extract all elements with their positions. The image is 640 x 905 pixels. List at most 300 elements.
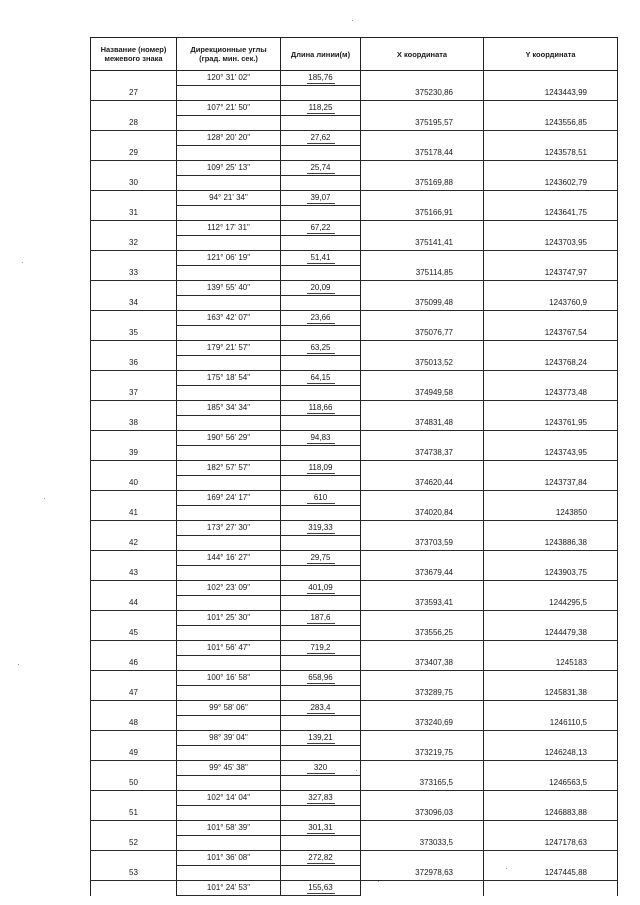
length-value: 610 xyxy=(307,493,335,504)
cell-mark xyxy=(91,311,177,326)
cell-length xyxy=(281,866,361,881)
cell-mark: 33 xyxy=(91,266,177,281)
table-row-point xyxy=(91,866,618,881)
cell-y: 1243850 xyxy=(484,506,618,521)
cell-angle xyxy=(177,476,281,491)
cell-x xyxy=(361,371,484,386)
cell-angle xyxy=(177,566,281,581)
cell-y xyxy=(484,311,618,326)
cell-y xyxy=(484,671,618,686)
cell-y: 1245831,38 xyxy=(484,686,618,701)
cell-mark xyxy=(91,551,177,566)
length-value: 187,6 xyxy=(307,613,335,624)
cell-x: 374738,37 xyxy=(361,446,484,461)
cell-x: 375076,77 xyxy=(361,326,484,341)
cell-y xyxy=(484,101,618,116)
cell-x: 373679,44 xyxy=(361,566,484,581)
cell-x: 373289,75 xyxy=(361,686,484,701)
cell-x xyxy=(361,551,484,566)
table-row-segment xyxy=(91,311,618,326)
cell-y: 1243761,95 xyxy=(484,416,618,431)
cell-mark: 52 xyxy=(91,836,177,851)
cell-angle: 139° 55' 40" xyxy=(177,281,281,296)
table-row-segment xyxy=(91,431,618,446)
cell-y xyxy=(484,161,618,176)
cell-y xyxy=(484,791,618,806)
length-value: 301,31 xyxy=(308,822,333,832)
cell-mark: 42 xyxy=(91,536,177,551)
table-row-point xyxy=(91,536,618,551)
cell-mark xyxy=(91,521,177,536)
table-row-segment xyxy=(91,761,618,776)
cell-x xyxy=(361,611,484,626)
length-value: 320 xyxy=(307,763,335,774)
cell-length xyxy=(281,566,361,581)
length-value: 658,96 xyxy=(308,672,333,682)
cell-mark: 50 xyxy=(91,776,177,791)
table-row-point xyxy=(91,296,618,311)
table-row-point xyxy=(91,656,618,671)
cell-mark: 43 xyxy=(91,566,177,581)
cell-angle: 101° 58' 39" xyxy=(177,821,281,836)
cell-angle xyxy=(177,356,281,371)
table-row-point xyxy=(91,776,618,791)
scan-speck xyxy=(378,881,379,882)
cell-angle: 94° 21' 34" xyxy=(177,191,281,206)
table-row-segment xyxy=(91,701,618,716)
cell-y xyxy=(484,761,618,776)
cell-x xyxy=(361,71,484,86)
cell-mark: 40 xyxy=(91,476,177,491)
cell-length xyxy=(281,731,361,746)
table-row-point xyxy=(91,356,618,371)
cell-angle xyxy=(177,746,281,761)
cell-angle xyxy=(177,506,281,521)
cell-length xyxy=(281,281,361,296)
cell-y: 1244479,38 xyxy=(484,626,618,641)
length-value: 94,83 xyxy=(307,433,335,444)
cell-x xyxy=(361,851,484,866)
cell-x xyxy=(361,191,484,206)
cell-mark: 27 xyxy=(91,86,177,101)
cell-length xyxy=(281,626,361,641)
scan-speck xyxy=(506,868,507,869)
cell-length xyxy=(281,326,361,341)
cell-angle xyxy=(177,86,281,101)
cell-mark: 49 xyxy=(91,746,177,761)
cell-x: 373096,03 xyxy=(361,806,484,821)
cell-mark: 29 xyxy=(91,146,177,161)
cell-mark xyxy=(91,791,177,806)
cell-x xyxy=(361,581,484,596)
cell-angle: 107° 21' 50" xyxy=(177,101,281,116)
cell-angle: 112° 17' 31" xyxy=(177,221,281,236)
cell-angle xyxy=(177,206,281,221)
cell-x xyxy=(361,341,484,356)
cell-length xyxy=(281,446,361,461)
cell-x: 375169,88 xyxy=(361,176,484,191)
length-value: 27,62 xyxy=(307,133,335,144)
cell-y: 1243703,95 xyxy=(484,236,618,251)
cell-length xyxy=(281,611,361,626)
cell-length xyxy=(281,206,361,221)
cell-y: 1243760,9 xyxy=(484,296,618,311)
cell-mark: 39 xyxy=(91,446,177,461)
cell-x: 373556,25 xyxy=(361,626,484,641)
cell-x: 374949,58 xyxy=(361,386,484,401)
cell-mark xyxy=(91,371,177,386)
cell-mark xyxy=(91,341,177,356)
cell-y xyxy=(484,581,618,596)
table-row-point xyxy=(91,806,618,821)
cell-y xyxy=(484,521,618,536)
cell-y xyxy=(484,641,618,656)
scan-speck xyxy=(352,20,353,21)
table-row-segment xyxy=(91,341,618,356)
table-row-segment xyxy=(91,731,618,746)
cell-y: 1243768,24 xyxy=(484,356,618,371)
cell-angle: 120° 31' 02" xyxy=(177,71,281,86)
cell-x xyxy=(361,311,484,326)
cell-length xyxy=(281,536,361,551)
cell-y: 1243903,75 xyxy=(484,566,618,581)
table-row-segment xyxy=(91,461,618,476)
cell-y: 1246248,13 xyxy=(484,746,618,761)
cell-y: 1243767,54 xyxy=(484,326,618,341)
cell-x xyxy=(361,461,484,476)
header-angle: Дирекционные углы (град. мин. сек.) xyxy=(177,38,281,71)
cell-angle: 185° 34' 34" xyxy=(177,401,281,416)
table-row-segment xyxy=(91,641,618,656)
cell-y: 1243443,99 xyxy=(484,86,618,101)
cell-mark xyxy=(91,101,177,116)
table-row-point xyxy=(91,506,618,521)
coordinates-table xyxy=(90,37,618,896)
cell-x: 375178,44 xyxy=(361,146,484,161)
cell-x xyxy=(361,491,484,506)
cell-angle: 163° 42' 07" xyxy=(177,311,281,326)
table-row-point xyxy=(91,416,618,431)
cell-angle: 190° 56' 29" xyxy=(177,431,281,446)
table-row-point xyxy=(91,206,618,221)
length-value: 118,25 xyxy=(307,103,335,114)
cell-mark: 53 xyxy=(91,866,177,881)
cell-mark: 32 xyxy=(91,236,177,251)
table-row-segment xyxy=(91,791,618,806)
cell-mark: 48 xyxy=(91,716,177,731)
cell-angle: 121° 06' 19" xyxy=(177,251,281,266)
cell-mark xyxy=(91,881,177,896)
header-mark: Название (номер) межевого знака xyxy=(91,38,177,71)
cell-x: 374020,84 xyxy=(361,506,484,521)
table-row-segment xyxy=(91,371,618,386)
cell-x: 372978,63 xyxy=(361,866,484,881)
cell-length xyxy=(281,656,361,671)
cell-x xyxy=(361,701,484,716)
cell-y: 1243578,51 xyxy=(484,146,618,161)
cell-length xyxy=(281,476,361,491)
cell-x xyxy=(361,521,484,536)
cell-angle xyxy=(177,656,281,671)
scan-speck xyxy=(356,770,357,771)
cell-y: 1246563,5 xyxy=(484,776,618,791)
table-row-point xyxy=(91,146,618,161)
cell-mark xyxy=(91,431,177,446)
cell-length xyxy=(281,371,361,386)
cell-length xyxy=(281,71,361,86)
cell-x xyxy=(361,281,484,296)
table-row-segment xyxy=(91,281,618,296)
cell-length xyxy=(281,221,361,236)
cell-angle: 99° 58' 06" xyxy=(177,701,281,716)
cell-y: 1243747,97 xyxy=(484,266,618,281)
length-value: 319,33 xyxy=(308,522,333,532)
cell-x: 373165,5 xyxy=(361,776,484,791)
cell-y xyxy=(484,401,618,416)
cell-angle xyxy=(177,836,281,851)
cell-x: 375099,48 xyxy=(361,296,484,311)
cell-x: 375114,85 xyxy=(361,266,484,281)
cell-length xyxy=(281,761,361,776)
cell-angle xyxy=(177,386,281,401)
cell-length xyxy=(281,146,361,161)
scan-speck xyxy=(44,498,45,499)
cell-y xyxy=(484,131,618,146)
table-row-point xyxy=(91,686,618,701)
cell-x: 375141,41 xyxy=(361,236,484,251)
cell-x: 375013,52 xyxy=(361,356,484,371)
cell-y xyxy=(484,251,618,266)
cell-mark xyxy=(91,851,177,866)
table-row-segment xyxy=(91,881,618,896)
scan-speck xyxy=(22,262,23,263)
cell-angle: 101° 24' 53" xyxy=(177,881,281,896)
table-row-point xyxy=(91,566,618,581)
cell-length xyxy=(281,101,361,116)
cell-length xyxy=(281,461,361,476)
table-body xyxy=(91,71,618,896)
cell-angle xyxy=(177,326,281,341)
cell-y xyxy=(484,431,618,446)
cell-x xyxy=(361,221,484,236)
cell-length xyxy=(281,851,361,866)
cell-angle xyxy=(177,596,281,611)
length-value: 51,41 xyxy=(307,253,335,264)
cell-y: 1246110,5 xyxy=(484,716,618,731)
cell-angle xyxy=(177,536,281,551)
cell-mark: 38 xyxy=(91,416,177,431)
cell-angle: 144° 16' 27" xyxy=(177,551,281,566)
cell-mark xyxy=(91,641,177,656)
cell-angle: 128° 20' 20" xyxy=(177,131,281,146)
cell-length xyxy=(281,161,361,176)
length-value: 327,83 xyxy=(308,792,333,802)
cell-y: 1243737,84 xyxy=(484,476,618,491)
length-value: 23,66 xyxy=(307,313,335,324)
table-row-segment xyxy=(91,671,618,686)
cell-y: 1243743,95 xyxy=(484,446,618,461)
cell-mark xyxy=(91,191,177,206)
cell-angle xyxy=(177,266,281,281)
cell-y: 1247445,88 xyxy=(484,866,618,881)
cell-mark xyxy=(91,821,177,836)
cell-y: 1243773,48 xyxy=(484,386,618,401)
cell-angle: 182° 57' 57" xyxy=(177,461,281,476)
cell-y xyxy=(484,191,618,206)
cell-x xyxy=(361,641,484,656)
table-row-segment xyxy=(91,191,618,206)
cell-angle xyxy=(177,446,281,461)
table-row-segment xyxy=(91,251,618,266)
cell-mark: 28 xyxy=(91,116,177,131)
cell-angle: 101° 56' 47" xyxy=(177,641,281,656)
cell-x xyxy=(361,431,484,446)
cell-mark: 35 xyxy=(91,326,177,341)
table-row-point xyxy=(91,86,618,101)
cell-y xyxy=(484,491,618,506)
cell-length xyxy=(281,506,361,521)
table-row-point xyxy=(91,626,618,641)
cell-mark: 37 xyxy=(91,386,177,401)
cell-angle xyxy=(177,176,281,191)
cell-x: 374831,48 xyxy=(361,416,484,431)
header-y: Y координата xyxy=(484,38,618,71)
cell-length xyxy=(281,266,361,281)
cell-length xyxy=(281,881,361,896)
table-row-point xyxy=(91,716,618,731)
length-value: 29,75 xyxy=(307,553,335,564)
cell-angle: 102° 23' 09" xyxy=(177,581,281,596)
cell-mark xyxy=(91,701,177,716)
cell-angle xyxy=(177,116,281,131)
cell-x: 373703,59 xyxy=(361,536,484,551)
cell-y: 1243886,38 xyxy=(484,536,618,551)
cell-y xyxy=(484,851,618,866)
table-row-point xyxy=(91,476,618,491)
cell-x: 373219,75 xyxy=(361,746,484,761)
cell-y: 1245183 xyxy=(484,656,618,671)
cell-x xyxy=(361,881,484,896)
table-row-point xyxy=(91,746,618,761)
table-row-segment xyxy=(91,521,618,536)
cell-y: 1243641,75 xyxy=(484,206,618,221)
cell-length xyxy=(281,191,361,206)
table-row-segment xyxy=(91,581,618,596)
cell-x xyxy=(361,731,484,746)
cell-x xyxy=(361,131,484,146)
cell-y xyxy=(484,221,618,236)
header-x: X координата xyxy=(361,38,484,71)
cell-length xyxy=(281,671,361,686)
cell-length xyxy=(281,116,361,131)
cell-mark xyxy=(91,671,177,686)
cell-y: 1244295,5 xyxy=(484,596,618,611)
cell-x xyxy=(361,761,484,776)
cell-length xyxy=(281,86,361,101)
table-row-segment xyxy=(91,131,618,146)
table-row-point xyxy=(91,236,618,251)
cell-y xyxy=(484,701,618,716)
length-value: 118,09 xyxy=(307,463,335,474)
cell-mark: 41 xyxy=(91,506,177,521)
cell-angle: 173° 27' 30" xyxy=(177,521,281,536)
cell-y xyxy=(484,281,618,296)
length-value: 63,25 xyxy=(307,343,335,354)
cell-y: 1246883,88 xyxy=(484,806,618,821)
cell-angle xyxy=(177,146,281,161)
length-value: 118,66 xyxy=(307,403,335,414)
cell-angle: 102° 14' 04" xyxy=(177,791,281,806)
cell-length xyxy=(281,341,361,356)
table-row-point xyxy=(91,326,618,341)
cell-length xyxy=(281,716,361,731)
cell-length xyxy=(281,581,361,596)
cell-x xyxy=(361,401,484,416)
cell-length xyxy=(281,416,361,431)
cell-length xyxy=(281,806,361,821)
length-value: 64,15 xyxy=(307,373,335,384)
cell-y xyxy=(484,821,618,836)
cell-mark xyxy=(91,71,177,86)
table-row-point xyxy=(91,386,618,401)
cell-mark xyxy=(91,731,177,746)
table-row-segment xyxy=(91,551,618,566)
length-value: 25,74 xyxy=(307,163,335,174)
cell-length xyxy=(281,596,361,611)
length-value: 20,09 xyxy=(307,283,335,294)
cell-angle xyxy=(177,296,281,311)
cell-mark: 51 xyxy=(91,806,177,821)
cell-angle xyxy=(177,776,281,791)
cell-length xyxy=(281,401,361,416)
table-row-segment xyxy=(91,221,618,236)
cell-mark xyxy=(91,611,177,626)
cell-mark: 46 xyxy=(91,656,177,671)
cell-x xyxy=(361,251,484,266)
cell-x xyxy=(361,821,484,836)
cell-length xyxy=(281,746,361,761)
cell-x: 375166,91 xyxy=(361,206,484,221)
cell-y xyxy=(484,731,618,746)
table-row-segment xyxy=(91,161,618,176)
cell-mark xyxy=(91,761,177,776)
length-value: 39,07 xyxy=(307,193,335,204)
cell-y: 1247178,63 xyxy=(484,836,618,851)
cell-x: 374620,44 xyxy=(361,476,484,491)
cell-length xyxy=(281,701,361,716)
cell-y xyxy=(484,461,618,476)
cell-length xyxy=(281,521,361,536)
table-row-point xyxy=(91,116,618,131)
cell-angle: 169° 24' 17" xyxy=(177,491,281,506)
table-row-point xyxy=(91,176,618,191)
length-value: 272,82 xyxy=(308,852,333,862)
cell-length xyxy=(281,176,361,191)
cell-length xyxy=(281,386,361,401)
cell-angle: 99° 45' 38" xyxy=(177,761,281,776)
cell-angle: 109° 25' 13" xyxy=(177,161,281,176)
cell-y xyxy=(484,371,618,386)
cell-x xyxy=(361,791,484,806)
length-value: 719,2 xyxy=(307,643,335,654)
cell-y: 1243556,85 xyxy=(484,116,618,131)
table-row-point xyxy=(91,596,618,611)
cell-angle xyxy=(177,416,281,431)
cell-y xyxy=(484,551,618,566)
cell-mark xyxy=(91,221,177,236)
table-header-row xyxy=(91,38,618,71)
cell-angle: 175° 18' 54" xyxy=(177,371,281,386)
